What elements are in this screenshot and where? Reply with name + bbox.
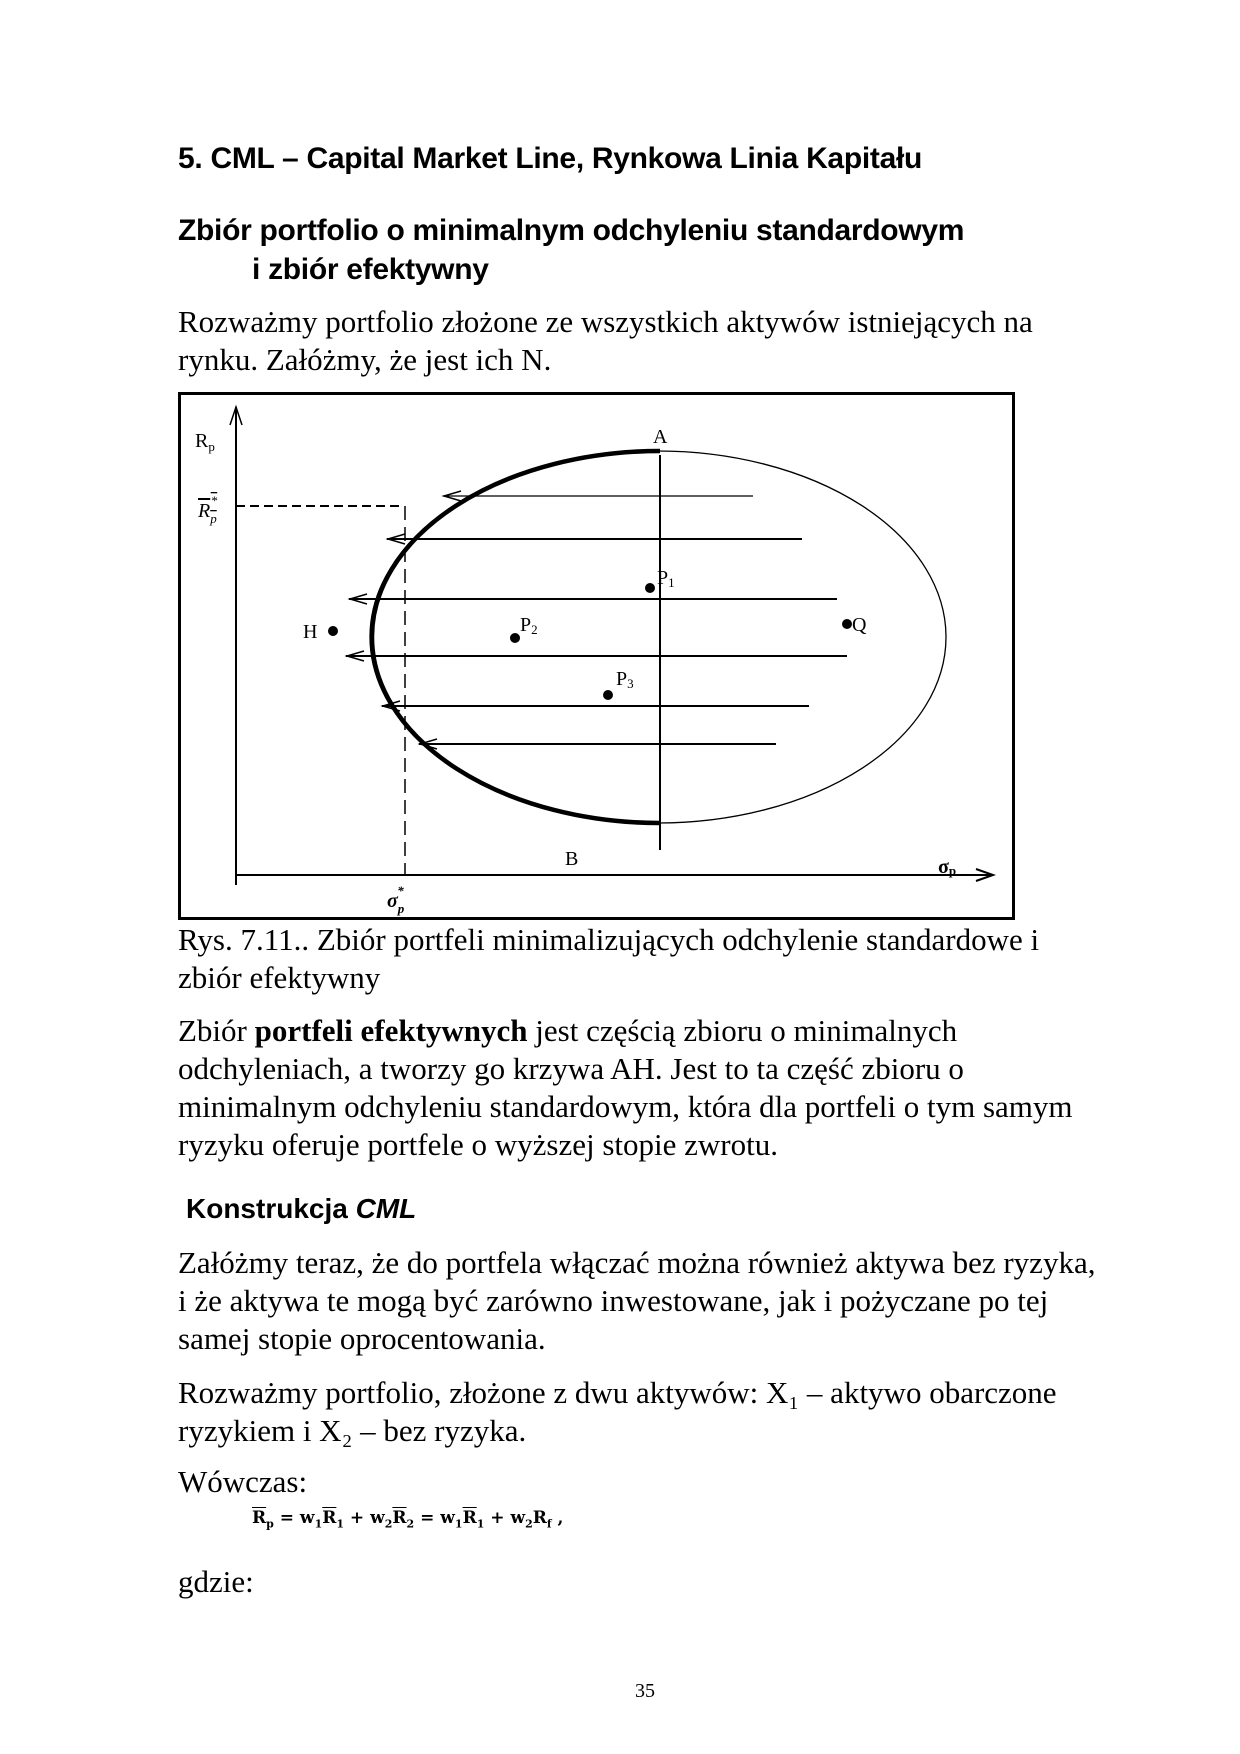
r-star-label: $R_p*$ — [198, 493, 218, 526]
portfolio-return-formula: $\overline{R}_p = w_1\overline{R}_1 + w_2\overline{R}_2 = w_1\overline{R}_1 + w_2R_f$ , — [252, 1508, 564, 1531]
figure-caption: Rys. 7.11.. Zbiór portfeli minimalizujących odchylenie standardowe i zbiór efektywny — [178, 922, 1040, 995]
point-h — [328, 626, 338, 636]
point-q — [842, 619, 852, 629]
risk-free-assumption-paragraph: Załóżmy teraz, że do portfela włączać można również aktywa bez ryzyka, i że aktywa te mogą być zarówno inwestowane, jak i pożyczane po tej samej stopie oprocentowania. — [178, 1245, 1096, 1356]
text-prefix: Zbiór — [178, 1013, 255, 1048]
two-asset-paragraph: Rozważmy portfolio, złożone z dwu aktywów: X₁ – aktywo obarczone ryzykiem i X₂ – bez ryzyka. — [178, 1375, 1057, 1448]
efficient-portfolios-paragraph — [178, 1012, 1078, 1164]
efficient-set-figure — [178, 392, 1015, 920]
subsection-title-line1: Zbiór portfolio o minimalnym odchyleniu standardowym — [178, 214, 965, 247]
subsection-title-line2: i zbiór efektywny — [252, 253, 489, 286]
section-title: 5. CML – Capital Market Line, Rynkowa Linia Kapitału — [178, 142, 923, 175]
cml-construction-title — [186, 1193, 416, 1225]
y-axis-label: $R_p$ — [195, 430, 215, 454]
label-q: Q — [852, 614, 867, 636]
intro-paragraph: Rozważmy portfolio złożone ze wszystkich aktywów istniejących na rynku. Załóżmy, że jest ich N. — [178, 304, 1033, 377]
efficient-set-diagram — [181, 395, 1012, 917]
label-a: A — [653, 426, 668, 448]
label-p1: P1 — [657, 567, 675, 590]
title-italic: CML — [355, 1193, 417, 1224]
arrow-lines — [346, 491, 847, 749]
then-label: Wówczas: — [178, 1464, 308, 1499]
where-label: gdzie: — [178, 1564, 254, 1599]
label-b: B — [565, 848, 579, 870]
text-rest: jest częścią zbioru o minimalnych odchyleniach, a tworzy go krzywa AH. Jest to ta część zbioru o minimalnym odchyleniu standardowym, która dla portfeli o tym samym ryzyku oferuje portfele o wyższej stopie zwrotu. — [178, 1013, 1073, 1162]
title-plain: Konstrukcja — [186, 1193, 356, 1224]
label-p2: P2 — [520, 614, 538, 637]
label-p3: P3 — [616, 668, 634, 691]
point-p1 — [645, 583, 655, 593]
x-axis-label: σp — [938, 856, 957, 878]
page-number: 35 — [635, 1680, 655, 1702]
emphasis-efficient-portfolios: portfeli efektywnych — [254, 1013, 528, 1048]
sigma-star-label: $\sigma_p*$ — [387, 883, 405, 916]
point-p3 — [603, 690, 613, 700]
label-h: H — [303, 621, 318, 643]
point-p2 — [510, 633, 520, 643]
